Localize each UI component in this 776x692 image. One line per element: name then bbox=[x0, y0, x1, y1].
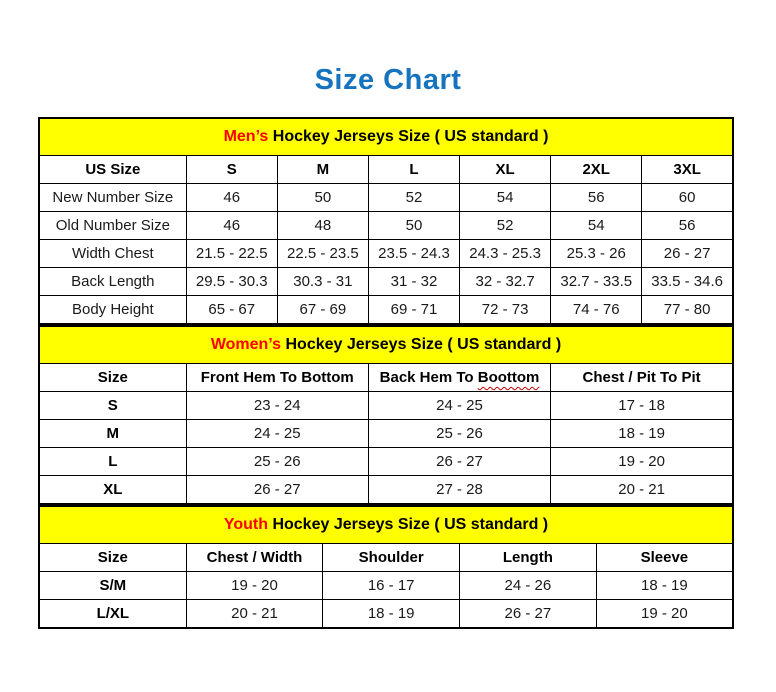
table-cell: 22.5 - 23.5 bbox=[277, 240, 368, 268]
table-cell: 26 - 27 bbox=[368, 448, 550, 476]
table-cell: 52 bbox=[460, 212, 551, 240]
table-cell: 21.5 - 22.5 bbox=[186, 240, 277, 268]
table-cell: 46 bbox=[186, 184, 277, 212]
table-row bbox=[39, 420, 733, 448]
table-cell: 23 - 24 bbox=[186, 392, 368, 420]
womens-section-title bbox=[39, 326, 733, 364]
column-header: 3XL bbox=[642, 156, 733, 184]
table-cell: 72 - 73 bbox=[460, 296, 551, 325]
column-header: Sleeve bbox=[596, 544, 733, 572]
column-header: M bbox=[277, 156, 368, 184]
table-cell: 24 - 25 bbox=[186, 420, 368, 448]
youth-section-title bbox=[39, 506, 733, 544]
table-cell: 54 bbox=[551, 212, 642, 240]
mens-header-row bbox=[39, 156, 733, 184]
mens-size-table bbox=[38, 117, 734, 325]
table-row bbox=[39, 448, 733, 476]
mens-section-band bbox=[39, 118, 733, 156]
row-label: New Number Size bbox=[39, 184, 186, 212]
table-cell: 25 - 26 bbox=[186, 448, 368, 476]
womens-section-title-rest: Hockey Jerseys Size ( US standard ) bbox=[281, 336, 562, 353]
row-label: M bbox=[39, 420, 186, 448]
womens-size-table bbox=[38, 325, 734, 505]
table-row bbox=[39, 476, 733, 505]
table-cell: 17 - 18 bbox=[551, 392, 733, 420]
table-row bbox=[39, 572, 733, 600]
row-label: Back Length bbox=[39, 268, 186, 296]
table-cell: 31 - 32 bbox=[368, 268, 459, 296]
womens-section-title-highlight: Women’s bbox=[210, 336, 282, 353]
table-cell: 32.7 - 33.5 bbox=[551, 268, 642, 296]
table-cell: 77 - 80 bbox=[642, 296, 733, 325]
youth-header-row bbox=[39, 544, 733, 572]
table-cell: 69 - 71 bbox=[368, 296, 459, 325]
youth-size-table bbox=[38, 505, 734, 629]
column-header: Chest / Pit To Pit bbox=[551, 364, 733, 392]
column-header: US Size bbox=[39, 156, 186, 184]
table-cell: 29.5 - 30.3 bbox=[186, 268, 277, 296]
column-header: S bbox=[186, 156, 277, 184]
column-header: Size bbox=[39, 364, 186, 392]
column-header: Chest / Width bbox=[186, 544, 323, 572]
table-cell: 48 bbox=[277, 212, 368, 240]
table-cell: 54 bbox=[460, 184, 551, 212]
youth-section-title-highlight: Youth bbox=[223, 516, 268, 533]
misspelled-word: Boottom bbox=[477, 369, 540, 386]
table-row bbox=[39, 296, 733, 325]
mens-section-title-rest: Hockey Jerseys Size ( US standard ) bbox=[268, 128, 549, 145]
table-row bbox=[39, 392, 733, 420]
table-cell: 67 - 69 bbox=[277, 296, 368, 325]
column-header: Length bbox=[460, 544, 597, 572]
size-tables-container bbox=[38, 117, 734, 629]
table-cell: 56 bbox=[642, 212, 733, 240]
table-cell: 24 - 25 bbox=[368, 392, 550, 420]
table-cell: 24 - 26 bbox=[460, 572, 597, 600]
table-row bbox=[39, 268, 733, 296]
table-row bbox=[39, 600, 733, 629]
table-cell: 19 - 20 bbox=[551, 448, 733, 476]
womens-header-row bbox=[39, 364, 733, 392]
table-cell: 20 - 21 bbox=[551, 476, 733, 505]
table-cell: 74 - 76 bbox=[551, 296, 642, 325]
mens-section-title bbox=[39, 118, 733, 156]
column-header: Size bbox=[39, 544, 186, 572]
table-row bbox=[39, 240, 733, 268]
table-cell: 65 - 67 bbox=[186, 296, 277, 325]
table-cell: 60 bbox=[642, 184, 733, 212]
table-cell: 50 bbox=[277, 184, 368, 212]
column-header-text: Back Hem To bbox=[379, 369, 478, 386]
youth-section-band bbox=[39, 506, 733, 544]
page-title: Size Chart bbox=[314, 64, 462, 96]
row-label: L/XL bbox=[39, 600, 186, 629]
table-cell: 52 bbox=[368, 184, 459, 212]
row-label: Old Number Size bbox=[39, 212, 186, 240]
table-cell: 46 bbox=[186, 212, 277, 240]
row-label: XL bbox=[39, 476, 186, 505]
row-label: L bbox=[39, 448, 186, 476]
womens-section-band bbox=[39, 326, 733, 364]
table-row bbox=[39, 184, 733, 212]
table-cell: 19 - 20 bbox=[596, 600, 733, 629]
column-header bbox=[368, 364, 550, 392]
column-header: 2XL bbox=[551, 156, 642, 184]
table-cell: 26 - 27 bbox=[642, 240, 733, 268]
table-cell: 18 - 19 bbox=[596, 572, 733, 600]
table-cell: 24.3 - 25.3 bbox=[460, 240, 551, 268]
row-label: S/M bbox=[39, 572, 186, 600]
table-cell: 26 - 27 bbox=[186, 476, 368, 505]
row-label: Width Chest bbox=[39, 240, 186, 268]
row-label: S bbox=[39, 392, 186, 420]
table-cell: 19 - 20 bbox=[186, 572, 323, 600]
table-cell: 26 - 27 bbox=[460, 600, 597, 629]
table-cell: 27 - 28 bbox=[368, 476, 550, 505]
table-cell: 50 bbox=[368, 212, 459, 240]
row-label: Body Height bbox=[39, 296, 186, 325]
table-cell: 18 - 19 bbox=[323, 600, 460, 629]
table-row bbox=[39, 212, 733, 240]
table-cell: 20 - 21 bbox=[186, 600, 323, 629]
table-cell: 56 bbox=[551, 184, 642, 212]
mens-section-title-highlight: Men’s bbox=[223, 128, 269, 145]
column-header: L bbox=[368, 156, 459, 184]
table-cell: 16 - 17 bbox=[323, 572, 460, 600]
column-header: Shoulder bbox=[323, 544, 460, 572]
table-cell: 30.3 - 31 bbox=[277, 268, 368, 296]
youth-section-title-rest: Hockey Jerseys Size ( US standard ) bbox=[268, 516, 549, 533]
table-cell: 32 - 32.7 bbox=[460, 268, 551, 296]
column-header: Front Hem To Bottom bbox=[186, 364, 368, 392]
table-cell: 18 - 19 bbox=[551, 420, 733, 448]
column-header: XL bbox=[460, 156, 551, 184]
table-cell: 25 - 26 bbox=[368, 420, 550, 448]
table-cell: 23.5 - 24.3 bbox=[368, 240, 459, 268]
table-cell: 25.3 - 26 bbox=[551, 240, 642, 268]
table-cell: 33.5 - 34.6 bbox=[642, 268, 733, 296]
